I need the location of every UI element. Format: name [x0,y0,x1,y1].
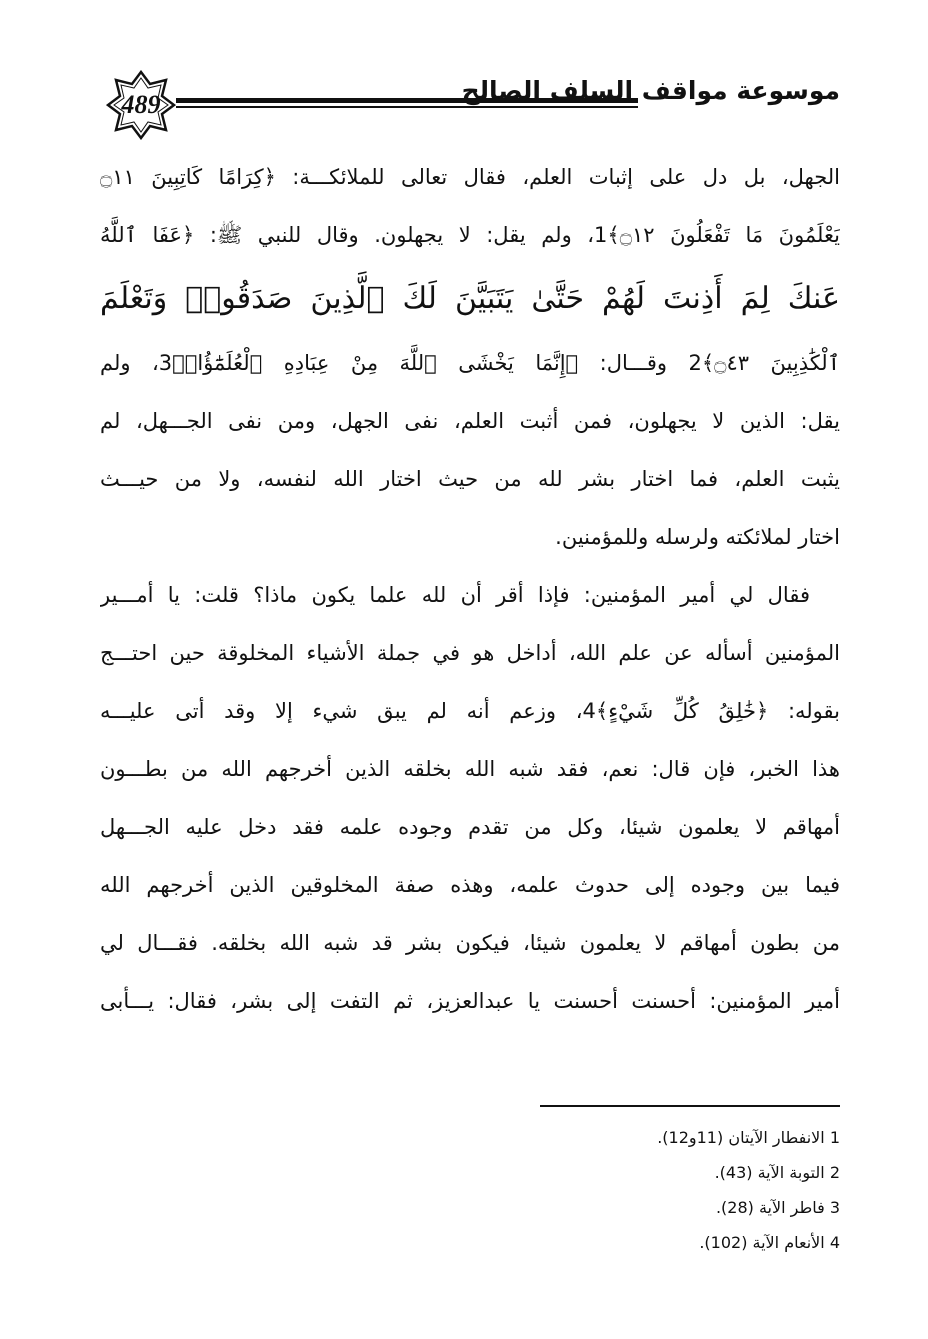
text-line: يقل: الذين لا يجهلون، فمن أثبت العلم، نفى الجهل، ومن نفى الجـــهل، لم [100,409,840,433]
verse-line: عَنكَ لِمَ أَذِنتَ لَهُمْ حَتَّىٰ يَتَبَيَّنَ لَكَ ٱلَّذِينَ صَدَقُوا۟ وَتَعْلَمَ [100,281,840,316]
page-number-badge [106,70,176,140]
text-line: هذا الخبر، فإن قال: نعم، فقد شبه الله بخلقه الذين أخرجهم الله من بطـــون [100,757,840,781]
text-line: يثبت العلم، فما اختار بشر لله من حيث اختار الله لنفسه، ولا من حيـــث [100,467,840,491]
text-line: يَعْلَمُونَ مَا تَفْعَلُونَ ۝١٢﴾1، ولم يقل: لا يجهلون. وقال للنبي ﷺ: ﴿عَفَا ٱللَّهُ [100,223,840,247]
footnote-item: 1 الانفطار الآيتان (11و12). [657,1128,840,1147]
text-line: ٱلْكَٰذِبِينَ ۝٤٣﴾2 وقـــال: ﴿إِنَّمَا يَخْشَى ٱللَّهَ مِنْ عِبَادِهِ ٱلْعُلَمَٰٓؤُا۟﴾3، ولم [100,351,840,375]
footnote-item: 3 فاطر الآية (28). [715,1198,840,1217]
page-number: 489 [121,90,161,119]
main-text [100,148,840,1030]
footnote-item: 2 التوبة الآية (43). [714,1163,840,1182]
text-line: اختار لملائكته ولرسله وللمؤمنين. [555,525,840,549]
footnotes [440,1120,840,1260]
text-line: المؤمنين أسأله عن علم الله، أداخل هو في جملة الأشياء المخلوقة حين احتـــج [100,641,840,665]
book-title: موسوعة مواقف السلف الصالح [461,76,840,105]
footnote-item: 4 الأنعام الآية (102). [699,1233,840,1252]
text-line: فيما بين وجوده إلى حدوث علمه، وهذه صفة المخلوقين الذين أخرجهم الله [100,873,840,897]
text-line: فقال لي أمير المؤمنين: فإذا أقر أن لله علما يكون ماذا؟ قلت: يا أمـــير [100,583,810,607]
text-line: الجهل، بل دل على إثبات العلم، فقال تعالى للملائكـــة: ﴿كِرَامًا كَاتِبِينَ ۝١١ [100,165,840,189]
page-header [100,68,840,138]
text-line: من بطون أمهاقم لا يعلمون شيئا، فيكون بشر قد شبه الله بخلقه. فقـــال لي [100,931,840,955]
text-line: أمير المؤمنين: أحسنت أحسنت يا عبدالعزيز، ثم التفت إلى بشر، فقال: يـــأبى [100,989,840,1013]
footnote-separator [540,1105,840,1107]
text-line: أمهاقم لا يعلمون شيئا، وكل من تقدم وجوده علمه فقد دخل عليه الجـــهل [100,815,840,839]
text-line: بقوله: ﴿خَٰلِقُ كُلِّ شَيْءٍ﴾4، وزعم أنه لم يبق شيء إلا وقد أتى عليـــه [100,699,840,723]
